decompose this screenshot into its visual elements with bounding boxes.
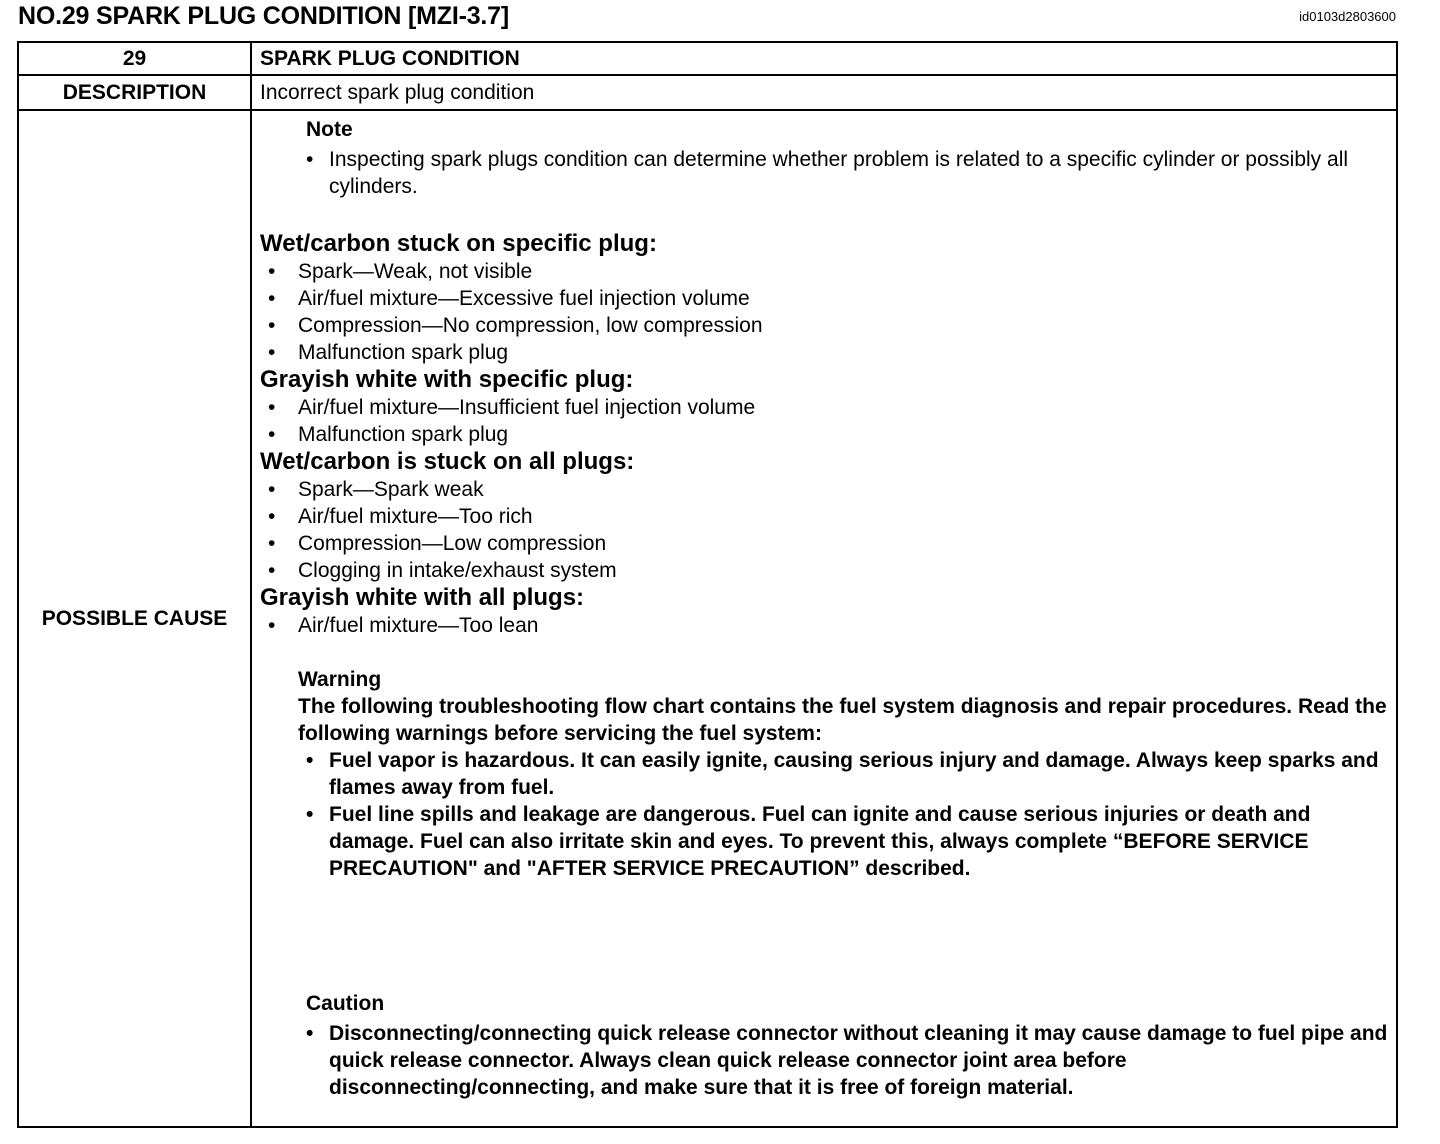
list-item: • Air/fuel mixture—Insufficient fuel injection volume — [260, 394, 1388, 421]
note-section — [260, 116, 1388, 200]
condition-title: Wet/carbon stuck on specific plug: — [260, 230, 657, 257]
list-item: • Air/fuel mixture—Too rich — [260, 503, 1388, 530]
possible-cause-row — [18, 110, 1397, 1127]
caution-title: Caution — [306, 992, 385, 1015]
list-item: • Compression—Low compression — [260, 530, 1388, 557]
list-item: • Spark—Weak, not visible — [260, 258, 1388, 285]
possible-cause-label: POSSIBLE CAUSE — [18, 110, 251, 1127]
note-title: Note — [306, 118, 353, 141]
list-item: • Air/fuel mixture—Excessive fuel injection volume — [260, 285, 1388, 312]
condition-list — [260, 476, 1388, 584]
document-id: id0103d2803600 — [1299, 9, 1396, 24]
warning-item: • Fuel line spills and leakage are dangerous. Fuel can ignite and cause serious injuries or death and damage. Fuel can also irritate skin and eyes. To prevent this, always complete “BEFORE SERVICE PRECAUTION" and "AFTER SERVICE PRECAUTION” described. — [298, 801, 1388, 882]
condition-list — [260, 612, 1388, 639]
list-item: • Malfunction spark plug — [260, 421, 1388, 448]
table-header-row — [18, 42, 1397, 75]
list-item: • Air/fuel mixture—Too lean — [260, 612, 1388, 639]
condition-title: Grayish white with specific plug: — [260, 366, 634, 393]
warning-title: Warning — [298, 668, 382, 691]
page-title: NO.29 SPARK PLUG CONDITION [MZI-3.7] — [18, 2, 509, 30]
step-heading: SPARK PLUG CONDITION — [251, 42, 1397, 75]
caution-list — [298, 1020, 1388, 1101]
list-item: • Clogging in intake/exhaust system — [260, 557, 1388, 584]
condition-title: Grayish white with all plugs: — [260, 584, 585, 611]
caution-section — [306, 990, 1388, 1101]
condition-list — [260, 394, 1388, 448]
description-value: Incorrect spark plug condition — [251, 75, 1397, 110]
troubleshooting-table — [17, 41, 1398, 1128]
note-item: • Inspecting spark plugs condition can determine whether problem is related to a specific cylinder or possibly all cylinders. — [298, 146, 1388, 200]
caution-item: • Disconnecting/connecting quick release connector without cleaning it may cause damage to fuel pipe and quick release connector. Always clean quick release connector joint area before disconnecting/connecting, and make sure that it is free of foreign material. — [298, 1020, 1388, 1101]
warning-item: • Fuel vapor is hazardous. It can easily ignite, causing serious injury and damage. Always keep sparks and flames away from fuel. — [298, 747, 1388, 801]
possible-cause-content — [251, 110, 1397, 1127]
condition-list — [260, 258, 1388, 366]
note-list — [298, 146, 1388, 200]
description-label: DESCRIPTION — [18, 75, 251, 110]
list-item: • Malfunction spark plug — [260, 339, 1388, 366]
condition-title: Wet/carbon is stuck on all plugs: — [260, 448, 635, 475]
description-row — [18, 75, 1397, 110]
warning-list — [298, 747, 1388, 882]
warning-section — [298, 666, 1388, 882]
step-number: 29 — [18, 42, 251, 75]
list-item: • Compression—No compression, low compression — [260, 312, 1388, 339]
warning-intro: The following troubleshooting flow chart contains the fuel system diagnosis and repair procedures. Read the following warnings before servicing the fuel system: — [298, 695, 1387, 745]
list-item: • Spark—Spark weak — [260, 476, 1388, 503]
